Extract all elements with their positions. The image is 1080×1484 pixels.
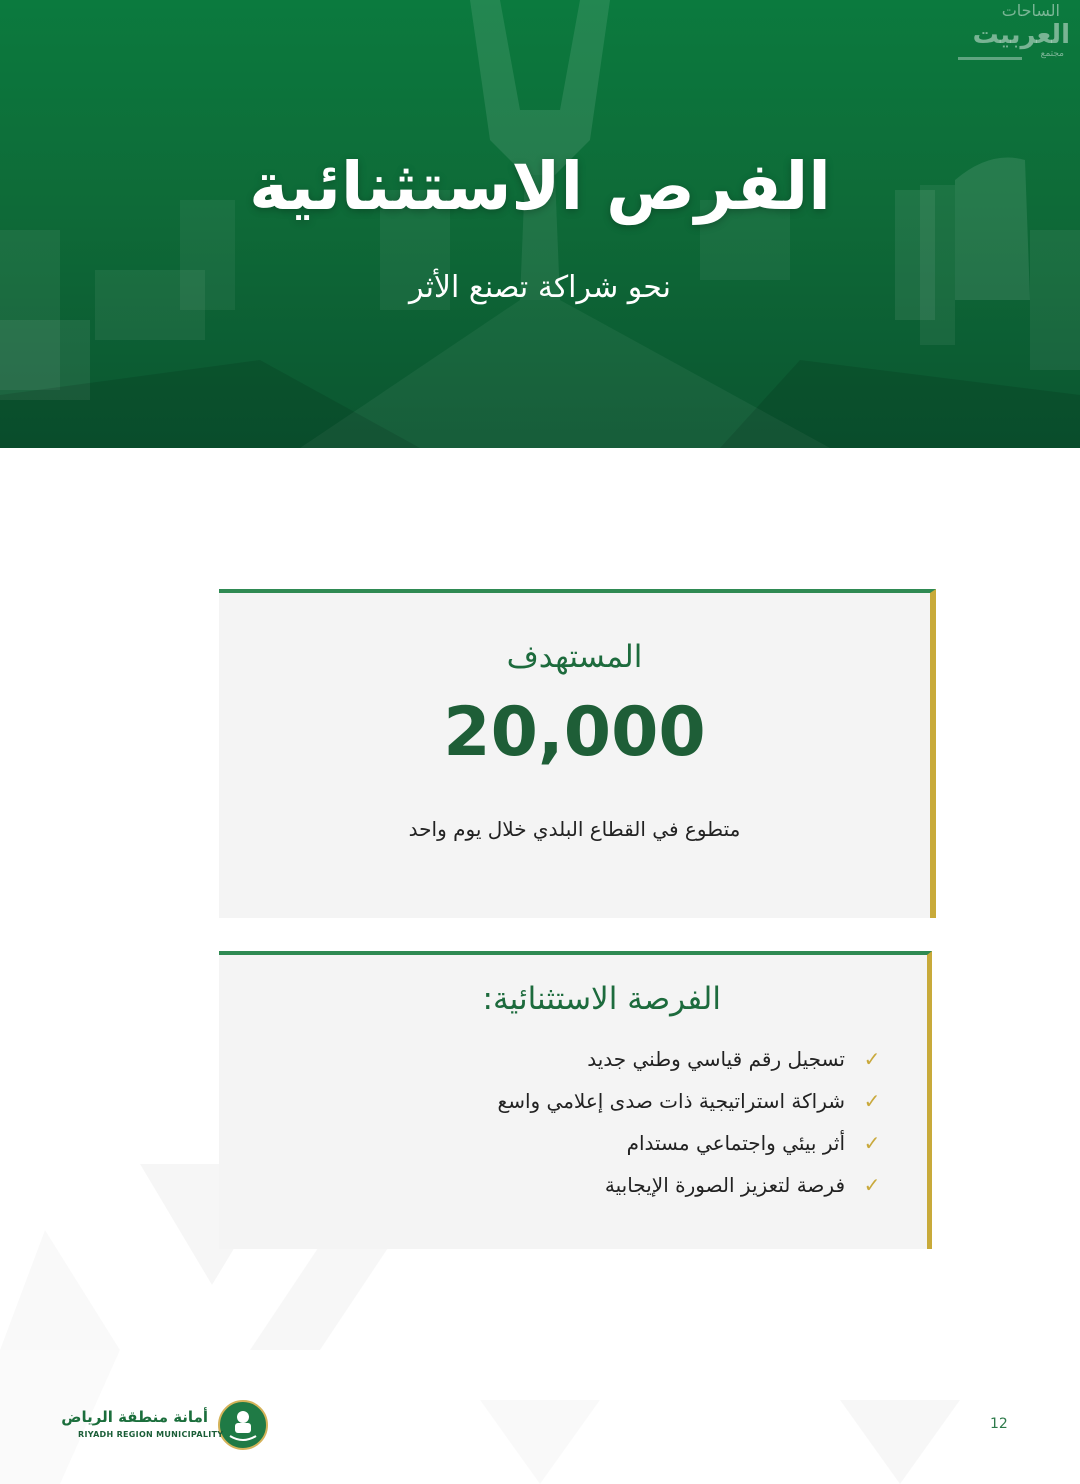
target-label: المستهدف — [506, 639, 643, 675]
watermark-bar — [958, 57, 1022, 60]
logo-text-en: RIYADH REGION MUNICIPALITY — [78, 1430, 224, 1439]
watermark-line-3: مجتمع — [1040, 49, 1064, 59]
municipality-logo — [61, 1396, 278, 1456]
list-item — [498, 1171, 881, 1213]
list-item — [498, 1045, 881, 1087]
list-item-text: أثر بيئي واجتماعي مستدام — [626, 1131, 845, 1155]
watermark-logo — [958, 0, 1070, 62]
list-item — [497, 1087, 881, 1129]
opportunity-card — [219, 951, 932, 1249]
target-card — [219, 589, 936, 918]
check-icon: ✓ — [863, 1131, 881, 1155]
page-number: 12 — [990, 1416, 1008, 1432]
watermark-line-2: العربيت — [972, 20, 1070, 50]
check-icon: ✓ — [863, 1089, 881, 1113]
list-item — [498, 1129, 881, 1171]
logo-text-ar: أمانة منطقة الرياض — [61, 1408, 208, 1426]
page-subtitle: نحو شراكة تصنع الأثر — [409, 270, 671, 305]
opportunity-title: الفرصة الاستثنائية: — [482, 981, 721, 1017]
list-item-text: شراكة استراتيجية ذات صدى إعلامي واسع — [497, 1089, 845, 1113]
list-item-text: تسجيل رقم قياسي وطني جديد — [587, 1047, 845, 1071]
target-value: 20,000 — [443, 693, 706, 772]
hero-banner — [0, 0, 1080, 448]
list-item-text: فرصة لتعزيز الصورة الإيجابية — [604, 1173, 845, 1197]
check-icon: ✓ — [863, 1047, 881, 1071]
watermark-line-1: الساحات — [1001, 1, 1060, 20]
check-icon: ✓ — [863, 1173, 881, 1197]
opportunity-list — [497, 1045, 881, 1213]
target-description: متطوع في القطاع البلدي خلال يوم واحد — [408, 817, 741, 841]
page-title: الفرص الاستثنائية — [249, 148, 831, 225]
emblem-icon — [218, 1400, 268, 1450]
